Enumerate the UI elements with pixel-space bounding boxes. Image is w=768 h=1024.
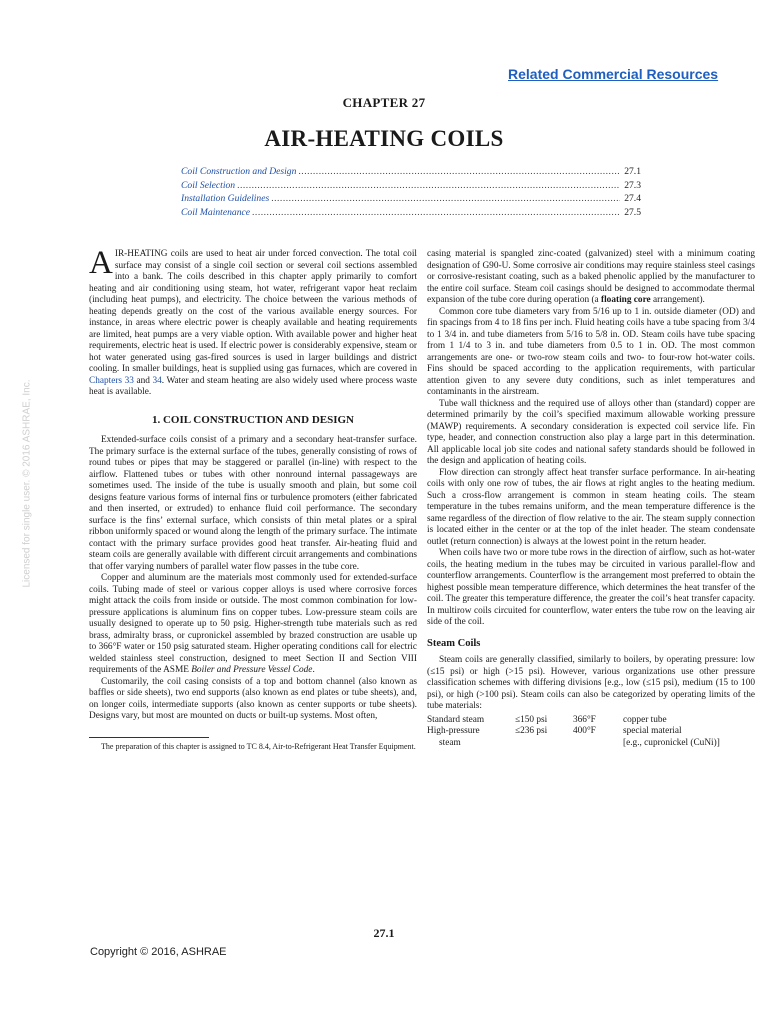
chapter-label: CHAPTER 27: [342, 95, 426, 110]
table-row: Standard steam ≤150 psi 366°F copper tube: [427, 714, 667, 725]
related-resources-link[interactable]: Related Commercial Resources: [508, 66, 719, 82]
footnote: The preparation of this chapter is assigned to TC 8.4, Air-to-Refrigerant Heat Transfer Equipment.: [89, 737, 209, 752]
toc-page: 27.5: [624, 206, 641, 218]
chapter-33-link[interactable]: Chapters 33: [89, 375, 134, 386]
table-of-contents: [181, 166, 641, 220]
license-watermark: Licensed for single user. © 2016 ASHRAE, Inc.: [21, 379, 33, 588]
toc-row: [181, 166, 641, 180]
paragraph: Extended-surface coils consist of a primary and a secondary heat-transfer surface. The primary surface is the external surface of the tubes, generally consisting of rows of round tubes or pipes that may be staggered or parallel (in-line) with respect to the airflow. Flattened tubes or tubes with other nonround internal passageways are sometimes used. The inside of the tube is usually smooth and plain, but some coil designs feature various forms of internal fins or turbulence promoters (either fabricated and then inserted, or extruded) to enhance fluid coil performance. The secondary surface is the fins’ external surface, which consists of thin metal plates or a spiral ribbon uniformly spaced or wound along the length of the primary surface. The intimate contact with the primary surface provides good heat transfer. Air-heating fluid and steam coils are generally available with different circuit arrangements and combinations that offer varying numbers of parallel water flow passes in the tube core.: [89, 435, 417, 572]
paragraph: Copper and aluminum are the materials most commonly used for extended-surface coils. Tubing made of steel or various copper alloys is used where corrosive forces might attack the coils from inside or outside. The most common combination for low-pressure applications is aluminum fins on copper tubes. Low-pressure steam coils are usually designed to operate up to 50 psig. Higher-strength tube materials such as red brass, admiralty brass, or cupronickel assembled by brazed construction are usable up to 366°F water or 150 psig saturated steam. Higher operating conditions call for electric welded stainless steel construction, designed to meet Section II and Section VIII requirements of the ASME Boiler and Pressure Vessel Code.: [89, 573, 417, 675]
page-number: 27.1: [373, 926, 395, 940]
paragraph: Flow direction can strongly affect heat transfer surface performance. In air-heating coils with only one row of tubes, the air flows at right angles to the heating medium. Such a cross-flow arrangement is common in steam heating coils. The steam temperature in the tubes remains uniform, and the mean temperature difference is the same regardless of the direction of flow relative to the air. The steam supply connection is located either in the center or at the top of the inlet header. The steam condensate outlet (return connection) is always at the lowest point in the return header.: [427, 467, 755, 547]
table-row: steam [e.g., cupronickel (CuNi)]: [439, 737, 720, 748]
toc-row: [181, 193, 641, 207]
subsection-heading: Steam Coils: [427, 637, 481, 649]
section-heading: 1. COIL CONSTRUCTION AND DESIGN: [151, 413, 354, 426]
toc-row: [181, 207, 641, 221]
toc-row: [181, 180, 641, 194]
toc-page: 27.3: [624, 179, 641, 191]
operating-limits-table: [427, 715, 720, 750]
intro-paragraph: AIR-HEATING coils are used to heat air under forced convection. The total coil surface may consist of a single coil section or several coil sections assembled into a bank. The coils described in this chapter apply primarily to comfort heating and air conditioning using steam, hot water, refrigerant vapor heat reclaim (including heat pumps), and electricity. The choice between the various methods of heating depends greatly on the cost of the various available energy sources. For instance, in areas where electric power is cheaply available and heating requirements are limited, heat pumps are a very viable option. With available power and higher heat requirements, electric heat is used. If electric power is considerably expensive, steam or hot water generated using gas-fired sources is used in larger buildings and district cooling. In smaller buildings, heat is supplied using gas furnaces, which are covered in Chapters 33 and 34. Water and steam heating are also widely used where process waste heat is available.: [89, 245, 418, 397]
drop-cap: A: [89, 245, 113, 281]
paragraph: Steam coils are generally classified, similarly to boilers, by operating pressure: low (≤15 psi) or high (>15 psi). However, various organizations use other pressure classification schemes with differing divisions [e.g., low (≤15 psi), medium (15 to 100 psi), or high (>100 psi). Steam coils can also be categorized by operating limits of the tube materials:: [427, 655, 755, 711]
toc-link-maintenance[interactable]: Coil Maintenance: [181, 206, 251, 218]
toc-link-installation[interactable]: Installation Guidelines: [181, 193, 270, 204]
toc-link-coil-selection[interactable]: Coil Selection: [181, 179, 236, 191]
toc-page: 27.1: [624, 166, 641, 177]
chapter-34-link[interactable]: 34: [152, 375, 162, 386]
paragraph: casing material is spangled zinc-coated (galvanized) steel with a minimum coating designation of G90-U. Some corrosive air conditions may require stainless steel casings or corrosive-resistant coating, such as a baked phenolic applied by the manufacturer to the entire coil surface. Steam coil casings should be designed to accommodate thermal expansion of the tube core during operation (a floating core arrangement).: [427, 249, 755, 305]
paragraph: Tube wall thickness and the required use of alloys other than (standard) copper are determined primarily by the coil’s specified maximum allowable working pressure (MAWP) requirements. A secondary consideration is expected coil service life. Fin type, header, and connection construction also play a large part in this determination. All applicable local job site codes and national safety standards should be followed in the design and application of heating coils.: [427, 398, 755, 466]
paragraph: When coils have two or more tube rows in the direction of airflow, such as hot-water coils, the heating medium in the tubes may be circuited in various parallel-flow and counterflow arrangements. Counterflow is the arrangement most preferred to obtain the highest possible mean temperature difference, which determines the heat transfer of the coil. The greater this temperature difference, the greater the coil’s heat transfer capacity. In multirow coils circuited for counterflow, water enters the tube row on the leaving air side of the coil.: [427, 548, 755, 627]
toc-link-coil-construction[interactable]: Coil Construction and Design: [181, 166, 297, 177]
left-column: [89, 245, 418, 752]
paragraph: Customarily, the coil casing consists of a top and bottom channel (also known as baffles or side sheets), two end supports (also known as end plates or tube sheets), and, on longer coils, intermediate supports (also known as center supports or tube sheets). Designs vary, but most are mounted on ducts or built-up systems. Most often,: [89, 676, 417, 721]
paragraph: Common core tube diameters vary from 5/16 up to 1 in. outside diameter (OD) and fin spacings from 4 to 18 fins per inch. Fluid heating coils have a tube spacing from 3/4 to 1 3/4 in. and tube diameters from 5/16 to 5/8 in. OD. Steam coils have tube spacing from 1 1/4 to 3 in. and tube diameters from 0.5 to 1 in. OD. The most common arrangements are one- or two-row steam coils and two- to four-row hot-water coils. Fins should be spaced according to the application requirements, with particular attention given to any severe duty conditions, such as inlet temperatures and contaminants in the airstream.: [427, 306, 755, 397]
chapter-title: AIR-HEATING COILS: [264, 126, 504, 151]
copyright-notice: Copyright © 2016, ASHRAE: [90, 946, 227, 958]
toc-page: 27.4: [624, 193, 641, 204]
table-row: High-pressure ≤236 psi 400°F special material: [427, 726, 682, 736]
right-column: [427, 249, 755, 749]
